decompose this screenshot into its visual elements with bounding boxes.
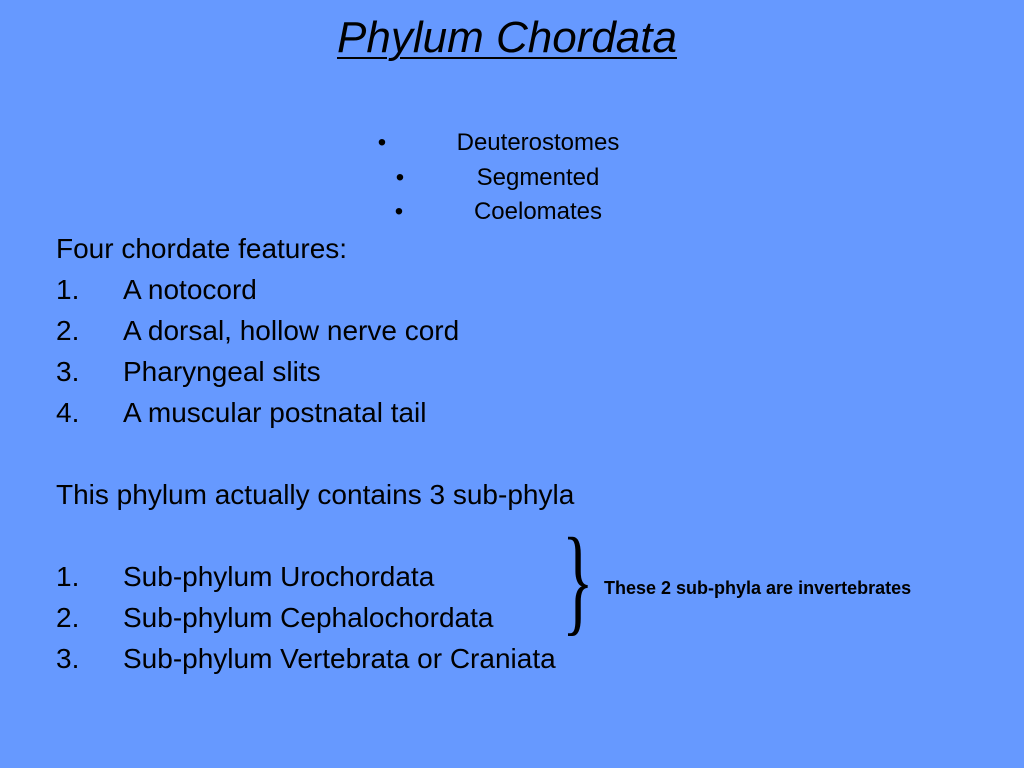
feature-item — [56, 392, 574, 433]
item-text: Sub-phylum Cephalochordata — [123, 602, 494, 633]
curly-brace: } — [562, 513, 594, 646]
item-text: Pharyngeal slits — [123, 356, 321, 387]
spacer — [56, 515, 574, 556]
item-text: Sub-phylum Vertebrata or Craniata — [123, 643, 556, 674]
bullet-text: Coelomates — [473, 198, 603, 225]
bullet-item — [0, 126, 1024, 161]
bullet-marker: • — [394, 198, 404, 225]
feature-item — [56, 310, 574, 351]
bullet-list — [0, 126, 1024, 230]
bullet-marker: • — [377, 129, 387, 156]
item-text: A dorsal, hollow nerve cord — [123, 315, 460, 346]
feature-item — [56, 269, 574, 310]
bullet-marker: • — [395, 163, 405, 191]
item-number: 4. — [56, 397, 80, 428]
item-text: A muscular postnatal tail — [123, 397, 427, 428]
item-number: 2. — [56, 315, 80, 346]
invertebrates-note: These 2 sub-phyla are invertebrates — [604, 578, 912, 598]
bullet-item — [0, 161, 1024, 196]
item-number: 3. — [56, 356, 80, 387]
item-number: 1. — [56, 274, 80, 305]
bullet-item — [0, 195, 1024, 230]
slide-title: Phylum Chordata — [337, 13, 677, 62]
bullet-text: Segmented — [476, 163, 600, 191]
feature-item — [56, 351, 574, 392]
subphylum-item — [56, 597, 574, 638]
item-text: Sub-phylum Urochordata — [123, 561, 435, 592]
features-heading: Four chordate features: — [56, 233, 348, 264]
item-number: 1. — [56, 561, 80, 592]
subphyla-intro: This phylum actually contains 3 sub-phyla — [56, 479, 575, 510]
item-number: 3. — [56, 643, 80, 674]
item-number: 2. — [56, 602, 80, 633]
item-text: A notocord — [123, 274, 257, 305]
body-text — [56, 228, 574, 679]
subphylum-item — [56, 556, 574, 597]
spacer — [56, 433, 574, 474]
bullet-text: Deuterostomes — [456, 129, 620, 156]
subphylum-item — [56, 638, 574, 679]
